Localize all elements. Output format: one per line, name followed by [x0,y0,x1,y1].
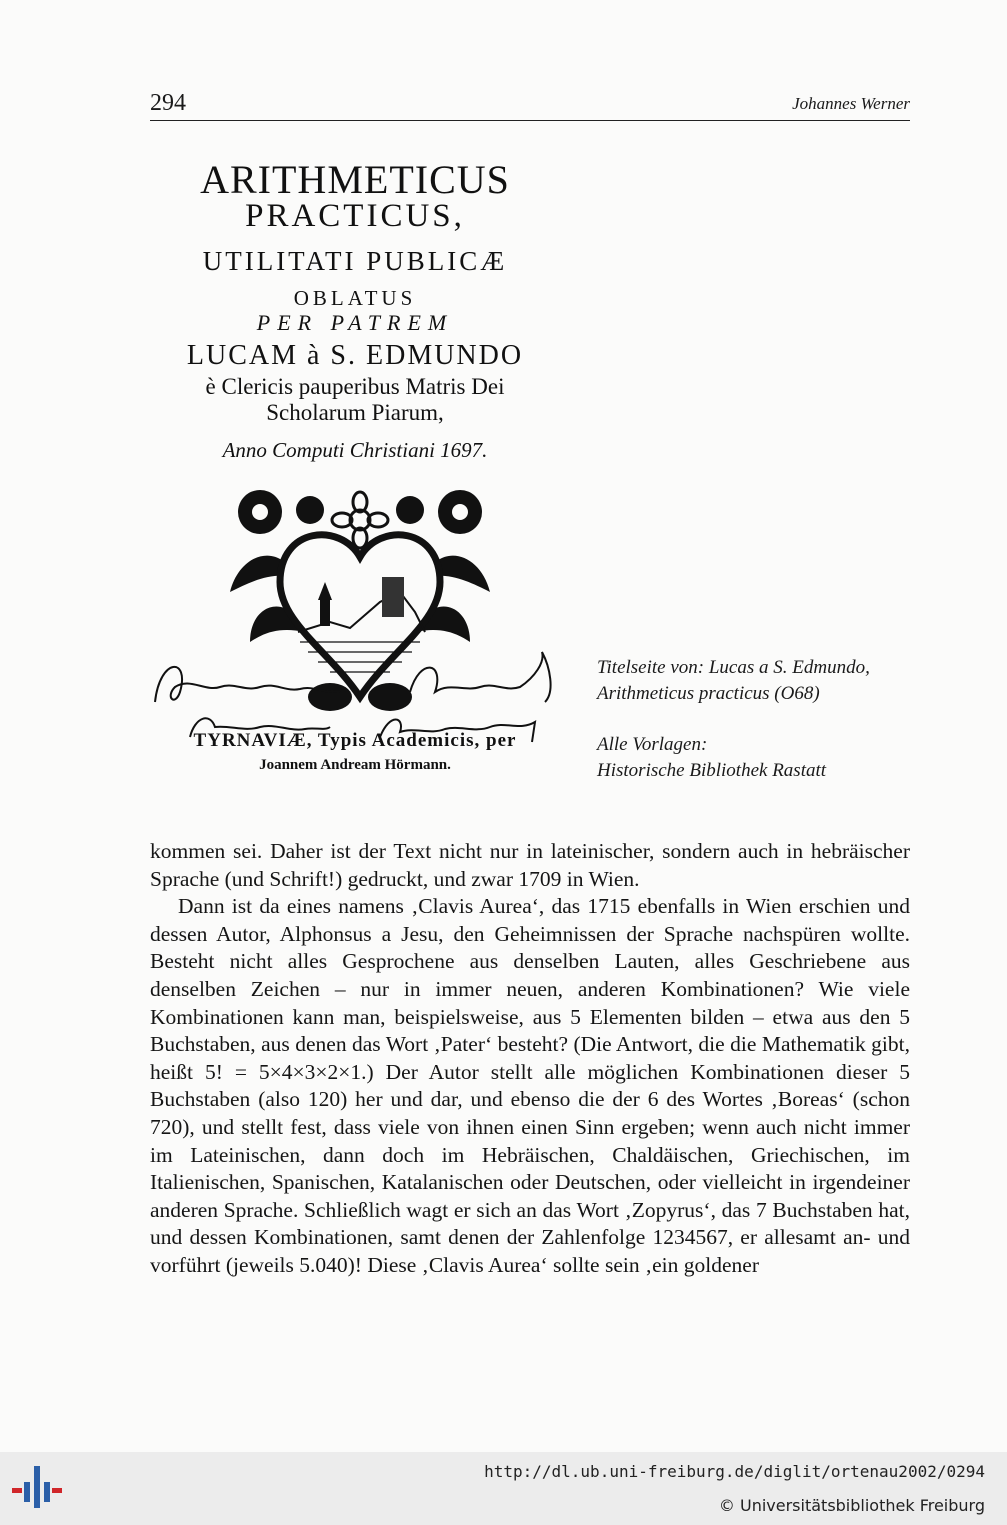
figure-caption [597,655,937,784]
paragraph: Dann ist da eines namens ‚Clavis Aurea‘, das 1715 ebenfalls in Wien erschien und dessen Autor, Alphonsus a Jesu, den Geheimnissen der Sprache nachspüren wollte. Besteht nicht alles Gesprochene aus denselben Lauten, alles Geschriebene aus denselben Zeichen – nur in immer neuen, anderen Kombinationen? Wie viele Kombinationen kann man, beispielsweise, aus 5 Elementen bilden – etwa aus den 5 Buchstaben, aus denen das Wort ‚Pater‘ besteht? (Die Antwort, die die Mathematik gibt, heißt 5! = 5×4×3×2×1.) Der Autor stellt alle möglichen Kombinationen dieser 5 Buchstaben (also 120) her und dar, und ebenso die der 6 des Wortes ‚Boreas‘ (schon 720), und stellt fest, dass viele von ihnen einen Sinn ergeben; wenn auch nicht immer im Lateinischen, dann doch im Hebräischen, Chaldäischen, Griechischen, im Italienischen, Spanischen, Katalanischen oder Deutschen, oder vielleicht in irgendeiner anderen Sprache. Schließlich wagt er sich an das Wort ‚Zopyrus‘, das 7 Buchstaben hat, und dessen Kombinationen, samt denen der Zahlenfolge 1234567, er allesamt an- und vorführt (jeweils 5.040)! Diese ‚Clavis Aurea‘ sollte sein ‚ein goldener [150,894,910,1277]
imprint-line-2: Joannem Andream Hörmann. [259,757,451,773]
body-text [150,838,910,1280]
caption-source-line: Arithmeticus practicus (O68) [597,683,820,704]
title-line-oblatus: OBLATUS [293,286,417,310]
title-line-arithmeticus: ARITHMETICUS [200,157,510,202]
caption-title-line: Titelseite von: Lucas a S. Edmundo, [597,657,870,678]
title-line-anno: Anno Computi Christiani 1697. [222,438,488,462]
ub-freiburg-logo-icon[interactable] [12,1462,64,1512]
title-line-practicus: PRACTICUS, [245,198,465,234]
page-header [150,88,910,121]
imprint-line-1: TYRNAVIÆ, Typis Academicis, per [193,730,517,751]
title-line-utilitati: UTILITATI PUBLICÆ [202,246,508,276]
permalink-url[interactable]: http://dl.ub.uni-freiburg.de/diglit/ortenau2002/0294 [484,1462,985,1481]
title-line-per-patrem: PER PATREM [256,310,454,335]
viewer-footer [0,1452,1007,1525]
copyright-notice: © Universitätsbibliothek Freiburg [718,1496,985,1515]
title-page-facsimile [150,142,560,787]
title-line-lucam: LUCAM à S. EDMUNDO [186,340,524,371]
page-number: 294 [150,90,186,116]
running-head: Johannes Werner [792,94,910,113]
title-line-clericis: è Clericis pauperibus Matris Dei [205,374,505,399]
caption-credit-value: Historische Bibliothek Rastatt [597,760,827,781]
paragraph: kommen sei. Daher ist der Text nicht nur in lateinischer, sondern auch in hebräischer Sprache (und Schrift!) gedruckt, und zwar 1709 in Wien. [150,839,910,891]
title-line-scholarum: Scholarum Piarum, [266,400,444,425]
caption-credit-label: Alle Vorlagen: [597,734,708,755]
